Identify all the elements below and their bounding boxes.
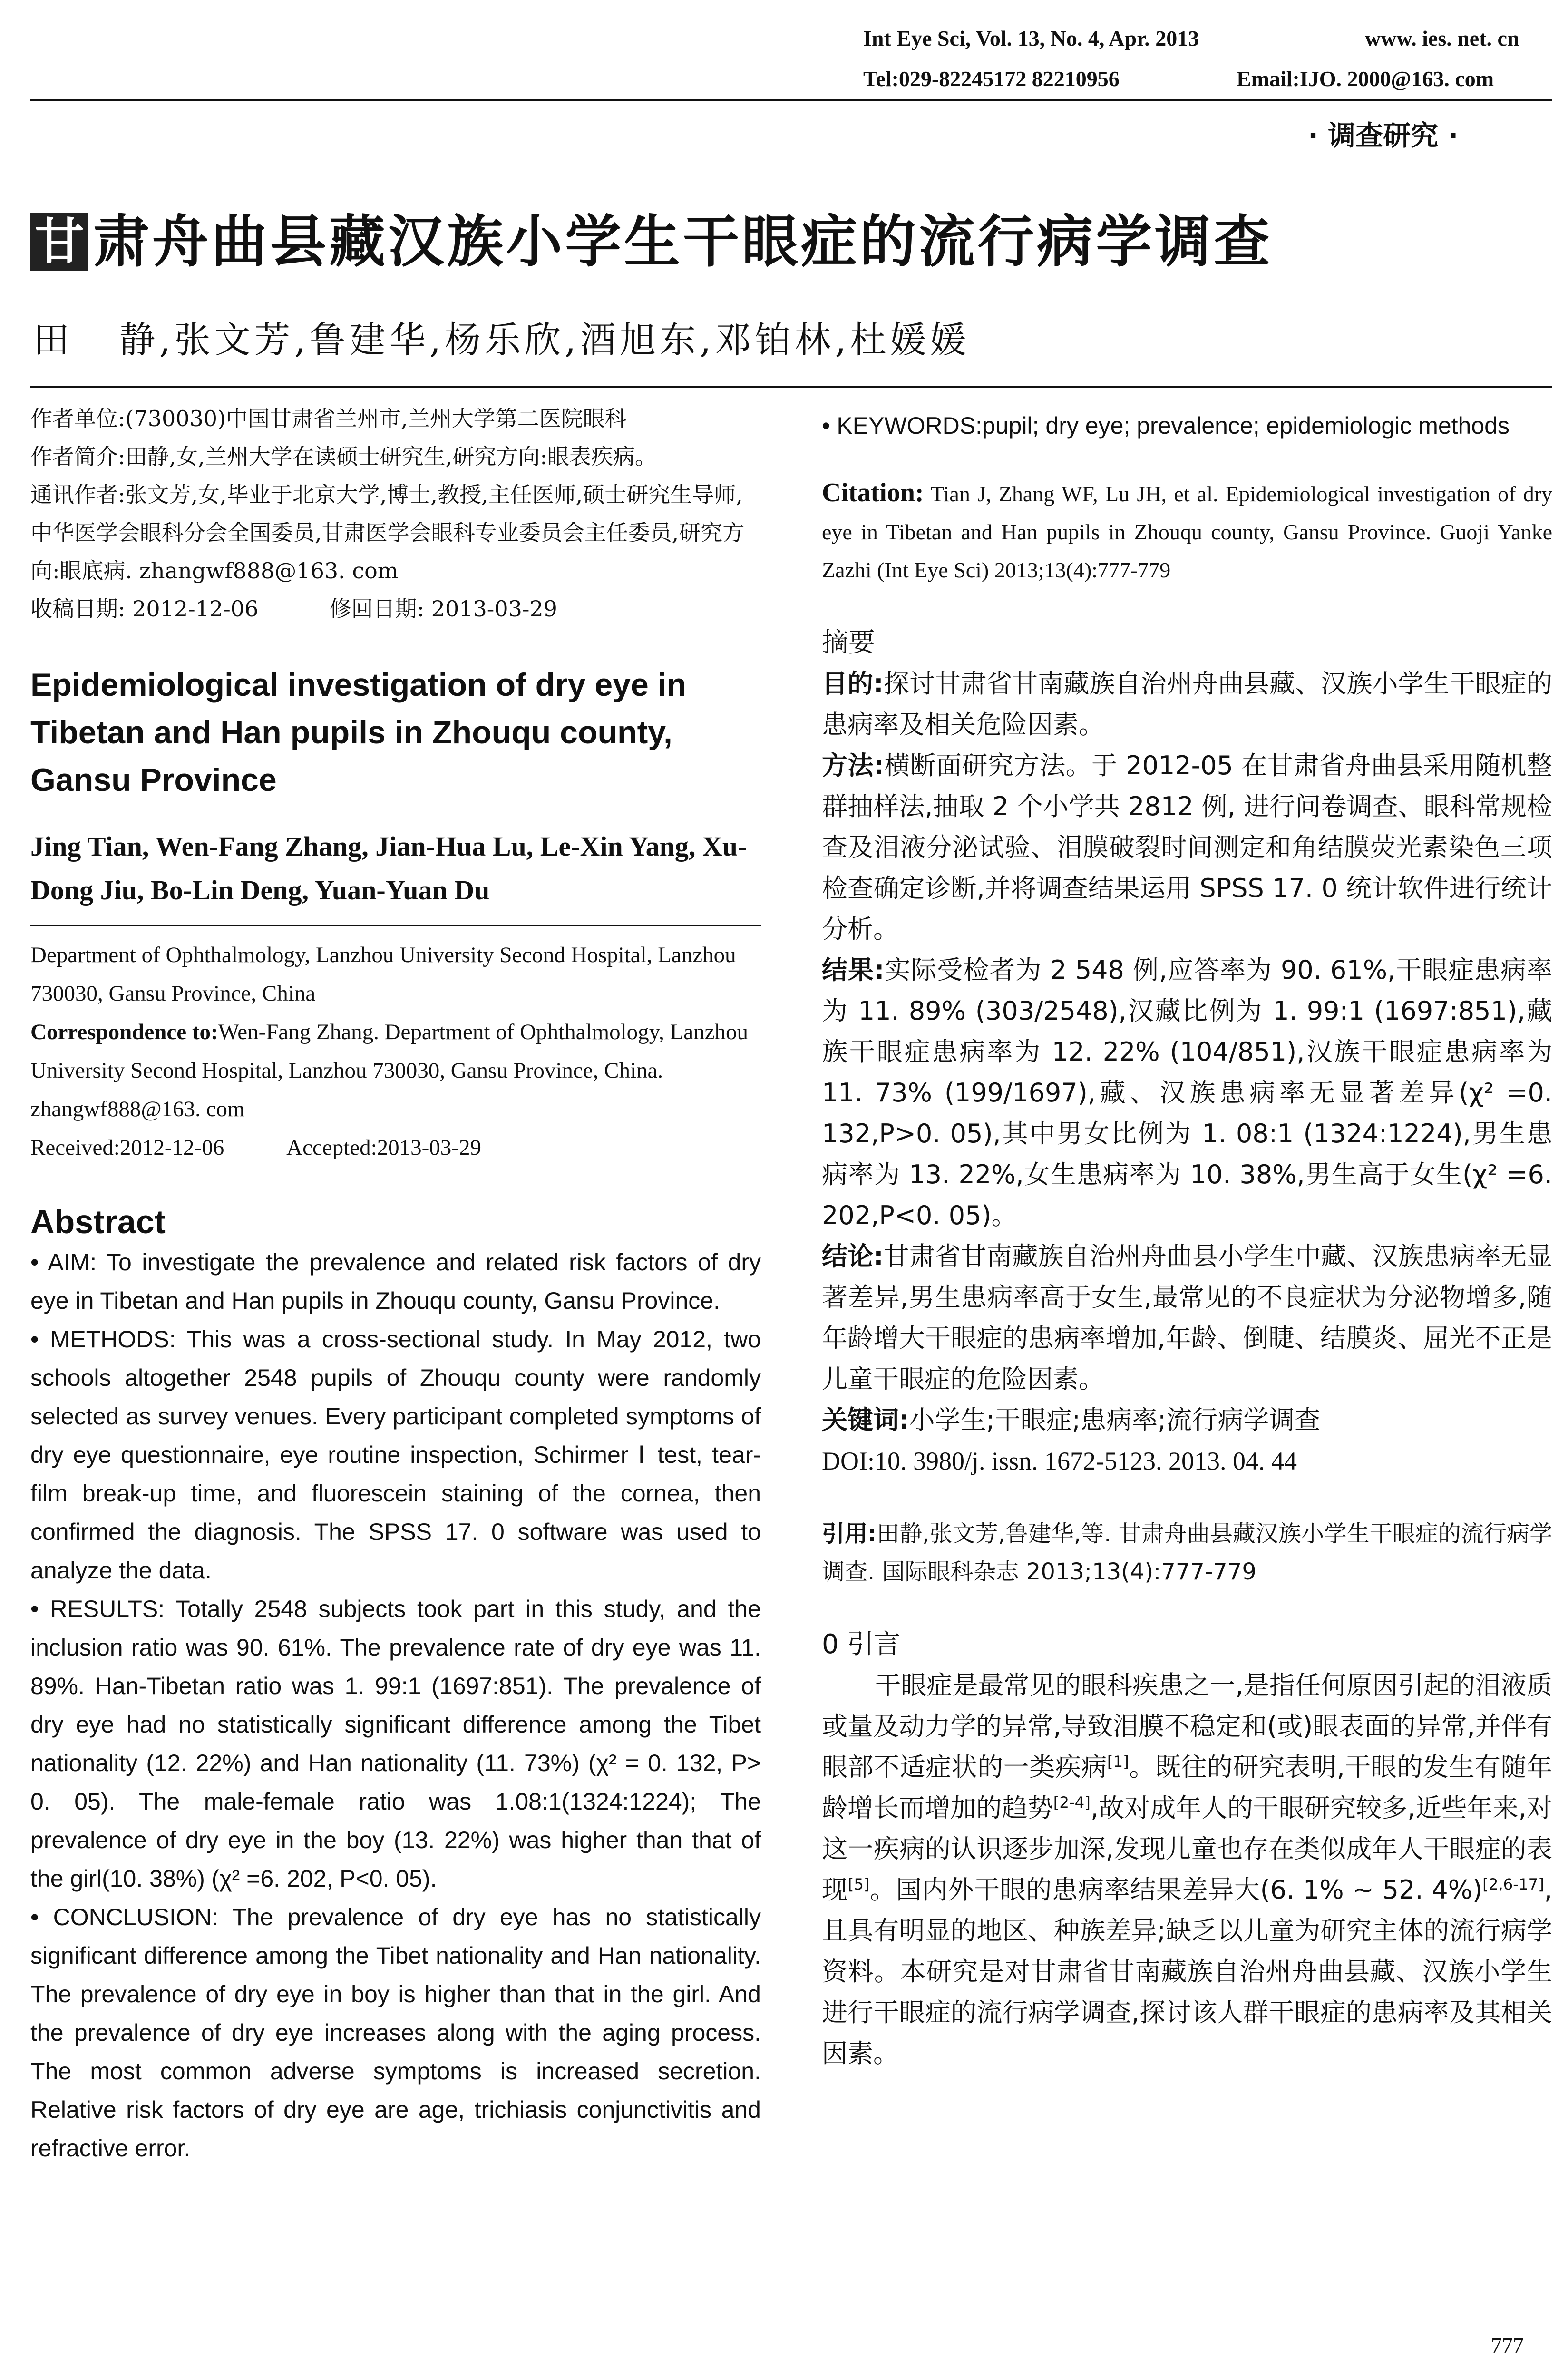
correspondence-label: Correspondence to: — [30, 1020, 218, 1044]
doi: DOI:10. 3980/j. issn. 1672-5123. 2013. 04. 44 — [822, 1447, 1297, 1475]
title-first-char: 甘 — [30, 213, 88, 271]
intro-text-5: ,且具有明显的地区、种族差异;缺乏以儿童为研究主体的流行病学资料。本研究是对甘肃省甘南藏族自治州舟曲县藏、汉族小学生进行干眼症的流行病学调查,探讨该人群干眼症的患病率及其相关因素。 — [822, 1875, 1553, 2068]
correspondence-text: Wen-Fang Zhang. Department of Ophthalmology, Lanzhou University Second Hospital, Lanzhou 730030, Gansu Province, China. zhangwf888@163. com — [30, 1020, 749, 1121]
ref-1: [1] — [1107, 1753, 1129, 1771]
english-title: Epidemiological investigation of dry eye in Tibetan and Han pupils in Zhouqu county, Gansu Province — [30, 667, 687, 798]
aim-label: • AIM: — [30, 1249, 97, 1276]
zh-results — [822, 950, 1552, 1236]
keywords-text: pupil; dry eye; prevalence; epidemiologic methods — [982, 412, 1510, 439]
zh-keywords-label: 关键词: — [822, 1405, 909, 1435]
zh-methods-label: 方法: — [822, 750, 884, 780]
cite-cn — [822, 1515, 1552, 1591]
intro-heading: 0 引言 — [822, 1629, 901, 1660]
section-label: · 调查研究 · — [1308, 119, 1459, 152]
dates-cn — [30, 590, 761, 628]
journal-email: Email:IJO. 2000@163. com — [1237, 67, 1494, 91]
keywords-label: • KEYWORDS: — [822, 412, 982, 439]
author-unit: 作者单位:(730030)中国甘肃省兰州市,兰州大学第二医院眼科 — [30, 406, 627, 431]
cite-cn-text: 田静,张文芳,鲁建华,等. 甘肃舟曲县藏汉族小学生干眼症的流行病学调查. 国际眼科杂志 2013;13(4):777-779 — [822, 1520, 1552, 1585]
zh-aim-text: 探讨甘肃省甘南藏族自治州舟曲县藏、汉族小学生干眼症的患病率及相关危险因素。 — [822, 669, 1552, 740]
zh-abstract-body — [822, 663, 1552, 1481]
corresponding-author-cn: 通讯作者:张文芳,女,毕业于北京大学,博士,教授,主任医师,硕士研究生导师,中华医学会眼科分会全国委员,甘肃医学会眼科专业委员会主任委员,研究方向:眼底病. zhangwf888@163. com — [30, 482, 745, 584]
zh-keywords-text: 小学生;干眼症;患病率;流行病学调查 — [909, 1405, 1321, 1435]
dates-en — [30, 1129, 761, 1167]
zh-abstract-heading: 摘要 — [822, 627, 875, 658]
zh-methods — [822, 745, 1552, 950]
zh-conclusion-text: 甘肃省甘南藏族自治州舟曲县小学生中藏、汉族患病率无显著差异,男生患病率高于女生,最常见的不良症状为分泌物增多,随年龄增大干眼症的患病率增加,年龄、倒睫、结膜炎、屈光不正是儿童干眼症的危险因素。 — [822, 1241, 1552, 1394]
journal-tel: Tel:029-82245172 82210956 — [863, 67, 1120, 91]
english-authors: Jing Tian, Wen-Fang Zhang, Jian-Hua Lu, Le-Xin Yang, Xu-Dong Jiu, Bo-Lin Deng, Yuan-Yuan Du — [30, 831, 747, 906]
zh-aim-label: 目的: — [822, 669, 884, 699]
zh-methods-text: 横断面研究方法。于 2012-05 在甘肃省舟曲县采用随机整群抽样法,抽取 2 个小学共 2812 例, 进行问卷调查、眼科常规检查及泪液分泌试验、泪膜破裂时间测定和角结膜荧光素染色三项检查确定诊断,并将调查结果运用 SPSS 17. 0 统计软件进行统计分析。 — [822, 750, 1552, 944]
zh-results-text: 实际受检者为 2 548 例,应答率为 90. 61%,干眼症患病率为 11. 89% (303/2548),汉藏比例为 1. 99:1 (1697:851),藏族干眼症患病率为 12. 22% (104/851),汉族干眼症患病率为 11. 73% (199/1697),藏、汉族患病率无显著差异(χ² =0. 132,P>0. 05),其中男女比例为 1. 08:1 (1324:1224),男生患病率为 13. 22%,女生患病率为 10. 38%,男生高于女生(χ² =6. 202,P<0. 05)。 — [822, 955, 1552, 1230]
cite-cn-label: 引用: — [822, 1520, 877, 1547]
zh-keywords — [822, 1400, 1552, 1441]
received-date: Received:2012-12-06 — [30, 1135, 224, 1160]
intro-body — [822, 1665, 1552, 2074]
zh-results-label: 结果: — [822, 955, 885, 985]
department: Department of Ophthalmology, Lanzhou University Second Hospital, Lanzhou 730030, Gansu Province, China — [30, 943, 736, 1006]
journal-line: Int Eye Sci, Vol. 13, No. 4, Apr. 2013 — [863, 26, 1199, 50]
intro-text-4: 。国内外干眼的患病率结果差异大(6. 1% ~ 52. 4%) — [869, 1875, 1483, 1905]
authors-rule — [30, 386, 1552, 388]
intro-text-1: 干眼症是最常见的眼科疾患之一,是指任何原因引起的泪液质或量及动力学的异常,导致泪膜不稳定和(或)眼表面的异常,并伴有眼部不适症状的一类疾病 — [822, 1670, 1552, 1782]
zh-aim — [822, 663, 1552, 745]
conclusion-text: The prevalence of dry eye has no statistically significant difference among the Tibet nationality and Han nationality. The prevalence of dry eye in boy is higher than that in the girl. And the prevalence of dry eye increases along with the aging process. The most common adverse symptoms is increased secretion. Relative risk factors of dry eye are age, trichiasis conjunctivitis and refractive error. — [30, 1904, 761, 2162]
received-date-cn: 收稿日期: 2012-12-06 — [30, 596, 259, 622]
results-text: Totally 2548 subjects took part in this study, and the inclusion ratio was 90. 61%. The prevalence rate of dry eye was 11. 89%. Han-Tibetan ratio was 1. 99:1 (1697:851). The prevalence of dry eye had no statistically significant difference among the Tibet nationality (12. 22%) and Han nationality (11. 73%) (χ² = 0. 132, P> 0. 05). The male-female ratio was 1.08:1(1324:1224); The prevalence of dry eye in the boy (13. 22%) was higher than that of the girl(10. 38%) (χ² =6. 202, P<0. 05). — [30, 1596, 761, 1892]
accepted-date: Accepted:2013-03-29 — [286, 1135, 481, 1160]
revised-date-cn: 修回日期: 2013-03-29 — [329, 596, 557, 622]
page-number: 777 — [1491, 2333, 1524, 2358]
author-info — [30, 399, 761, 628]
abstract-aim — [30, 1243, 761, 1320]
ref-2: [2-4] — [1053, 1793, 1091, 1812]
journal-website: www. ies. net. cn — [1365, 26, 1519, 50]
zh-conclusion-label: 结论: — [822, 1241, 884, 1271]
intro-text-3: ,故对成年人的干眼研究较多,近些年来,对这一疾病的认识逐步加深,发现儿童也存在类似成年人干眼症的表现 — [822, 1793, 1553, 1905]
abstract-methods — [30, 1320, 761, 1590]
intro-text-2: 。既往的研究表明,干眼的发生有随年龄增长而增加的趋势 — [822, 1752, 1552, 1823]
correspondence — [30, 1013, 761, 1129]
authors-cn: 田 静,张文芳,鲁建华,杨乐欣,酒旭东,邓铂林,杜媛媛 — [33, 319, 970, 361]
conclusion-label: • CONCLUSION: — [30, 1904, 218, 1930]
ref-3: [5] — [847, 1875, 870, 1893]
methods-text: This was a cross-sectional study. In May 2012, two schools altogether 2548 pupils of Zhouqu county were randomly selected as survey venues. Every participant completed symptoms of dry eye questionnaire, eye routine inspection, Schirmer Ⅰ test, tear-film break-up time, and fluorescein staining of the cornea, then confirmed the diagnosis. The SPSS 17. 0 software was used to analyze the data. — [30, 1326, 761, 1584]
keywords-en — [822, 407, 1552, 445]
zh-conclusion — [822, 1236, 1552, 1400]
abstract-body — [30, 1243, 761, 2168]
page-title: 肃舟曲县藏汉族小学生干眼症的流行病学调查 — [93, 209, 1273, 274]
methods-label: • METHODS: — [30, 1326, 176, 1353]
abstract-heading: Abstract — [30, 1203, 166, 1240]
abstract-results — [30, 1590, 761, 1898]
aim-text: To investigate the prevalence and related risk factors of dry eye in Tibetan and Han pupils in Zhouqu county, Gansu Province. — [30, 1249, 761, 1314]
citation — [822, 474, 1552, 589]
abstract-conclusion-start — [30, 1898, 761, 2168]
ref-4: [2,6-17] — [1482, 1875, 1544, 1893]
citation-text: Tian J, Zhang WF, Lu JH, et al. Epidemiological investigation of dry eye in Tibetan and Han pupils in Zhouqu county, Gansu Province. Guoji Yanke Zazhi (Int Eye Sci) 2013;13(4):777-779 — [822, 482, 1553, 582]
affiliation-rule — [30, 925, 761, 926]
right-column — [822, 407, 1552, 2074]
header-rule — [30, 99, 1552, 101]
affiliation — [30, 936, 761, 1167]
results-label: • RESULTS: — [30, 1596, 165, 1622]
citation-label: Citation: — [822, 478, 924, 507]
author-bio: 作者简介:田静,女,兰州大学在读硕士研究生,研究方向:眼表疾病。 — [30, 444, 657, 469]
left-column — [30, 399, 761, 2168]
